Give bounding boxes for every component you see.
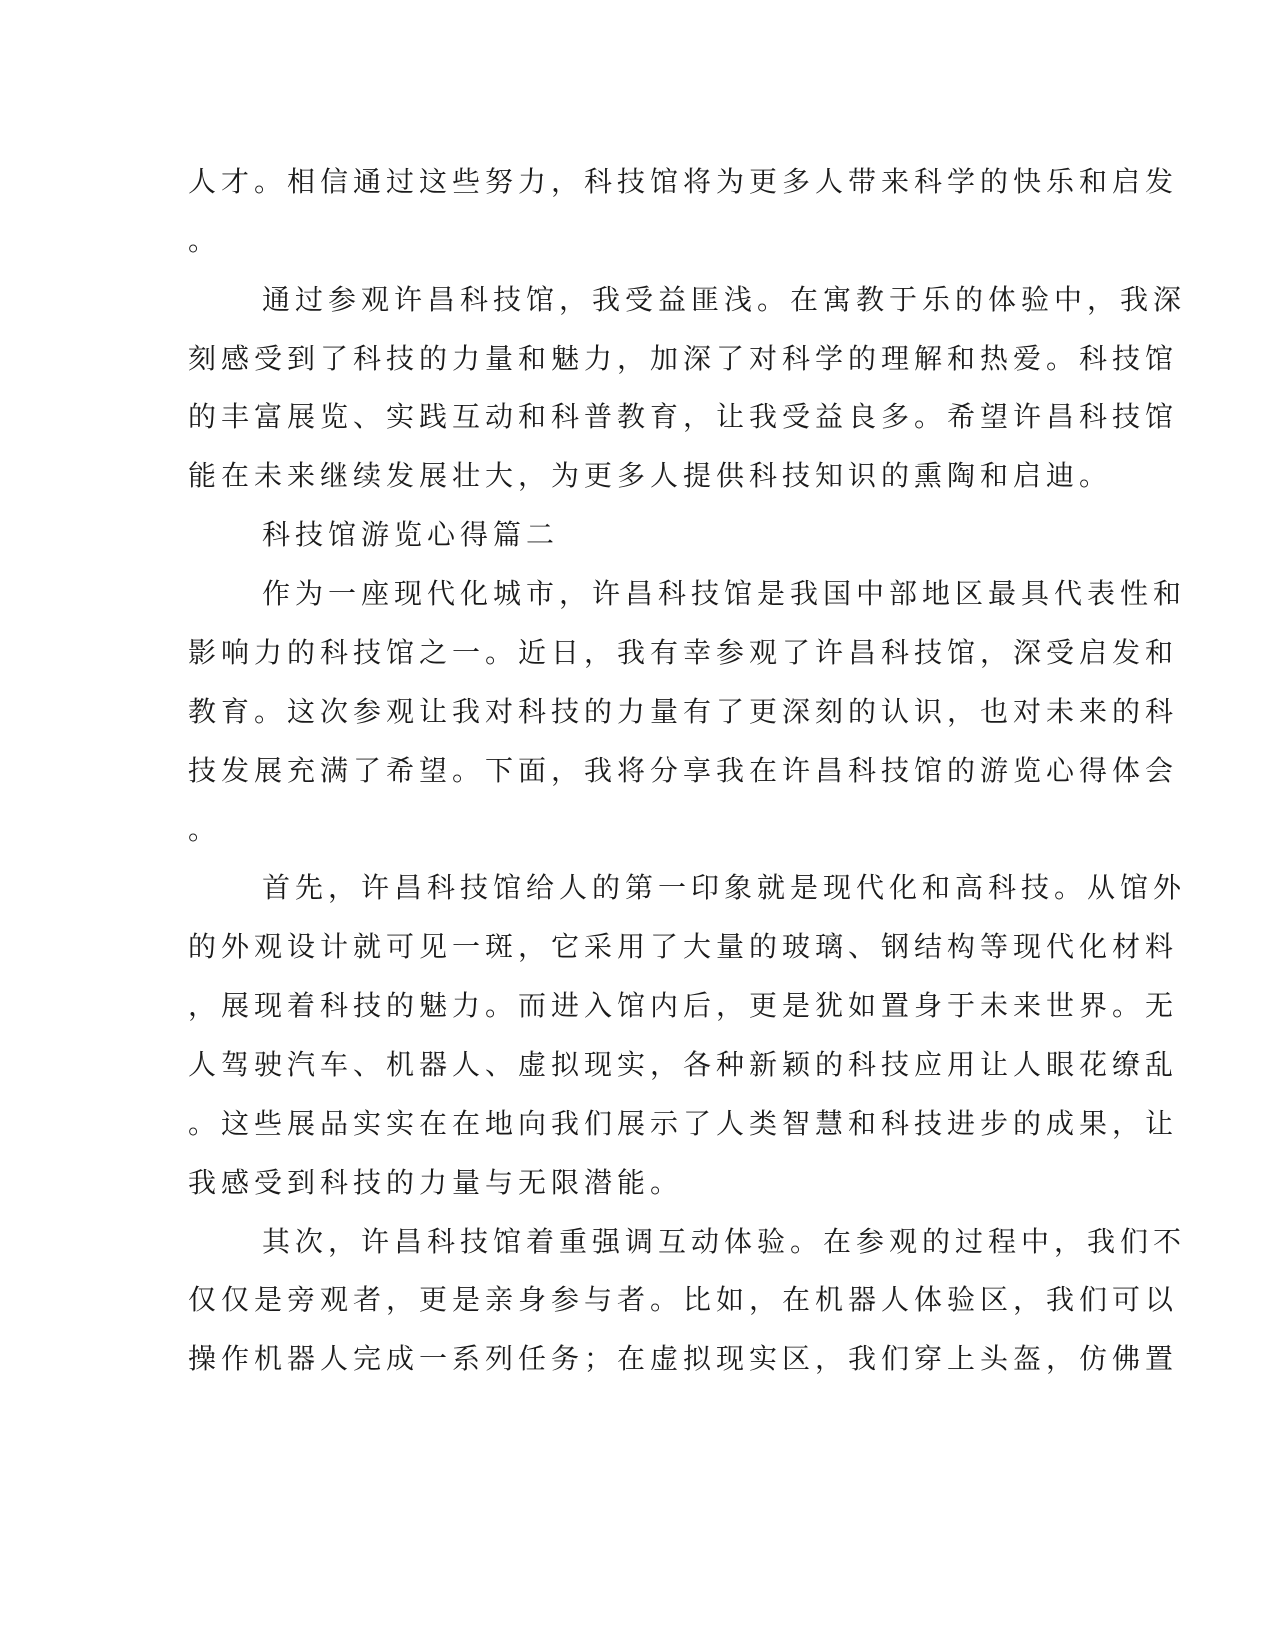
text-line: ，展现着科技的魅力。而进入馆内后，更是犹如置身于未来世界。无 — [188, 989, 1179, 1022]
paragraph-start-line: 首先，许昌科技馆给人的第一印象就是现代化和高科技。从馆外 — [262, 871, 1187, 904]
text-line: 技发展充满了希望。下面，我将分享我在许昌科技馆的游览心得体会 — [188, 754, 1179, 787]
section-heading: 科技馆游览心得篇二 — [262, 518, 560, 551]
text-line: 操作机器人完成一系列任务；在虚拟现实区，我们穿上头盔，仿佛置 — [188, 1342, 1179, 1375]
paragraph-start-line: 作为一座现代化城市，许昌科技馆是我国中部地区最具代表性和 — [262, 577, 1187, 610]
text-line: 仅仅是旁观者，更是亲身参与者。比如，在机器人体验区，我们可以 — [188, 1283, 1179, 1316]
paragraph-start-line: 其次，许昌科技馆着重强调互动体验。在参观的过程中，我们不 — [262, 1225, 1187, 1258]
paragraph-start-line: 通过参观许昌科技馆，我受益匪浅。在寓教于乐的体验中，我深 — [262, 283, 1187, 316]
text-line: 人驾驶汽车、机器人、虚拟现实，各种新颖的科技应用让人眼花缭乱 — [188, 1048, 1179, 1081]
text-line: 。 — [188, 224, 222, 257]
text-line: 能在未来继续发展壮大，为更多人提供科技知识的熏陶和启迪。 — [188, 459, 1113, 492]
text-line: 教育。这次参观让我对科技的力量有了更深刻的认识，也对未来的科 — [188, 695, 1179, 728]
text-line: 。 — [188, 813, 222, 846]
text-line: 的外观设计就可见一斑，它采用了大量的玻璃、钢结构等现代化材料 — [188, 930, 1179, 963]
text-line: 。这些展品实实在在地向我们展示了人类智慧和科技进步的成果，让 — [188, 1107, 1179, 1140]
text-line: 的丰富展览、实践互动和科普教育，让我受益良多。希望许昌科技馆 — [188, 400, 1179, 433]
text-line: 影响力的科技馆之一。近日，我有幸参观了许昌科技馆，深受启发和 — [188, 636, 1179, 669]
text-line: 我感受到科技的力量与无限潜能。 — [188, 1166, 684, 1199]
text-line: 刻感受到了科技的力量和魅力，加深了对科学的理解和热爱。科技馆 — [188, 342, 1179, 375]
text-line: 人才。相信通过这些努力，科技馆将为更多人带来科学的快乐和启发 — [188, 165, 1179, 198]
